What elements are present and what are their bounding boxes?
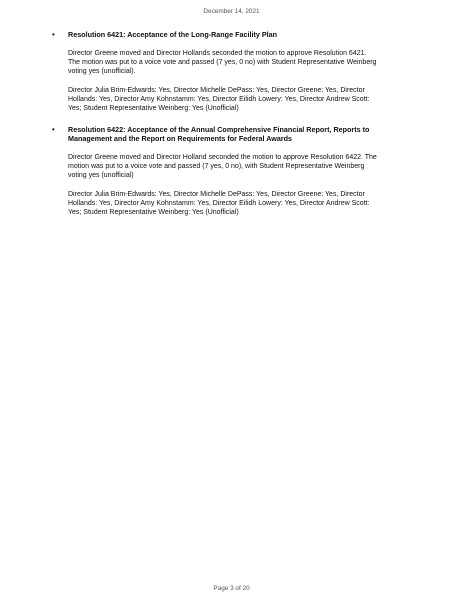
vote-line: Yes; Student Representative Weinberg: Yes (Unofficial): [68, 105, 239, 112]
title-line: Management and the Report on Requirements for Federal Awards: [68, 134, 293, 143]
motion-line: Director Greene moved and Director Hollands seconded the motion to approve Resolution 6421.: [68, 50, 367, 57]
resolution-6421-item: [52, 30, 412, 113]
vote-line: Director Julia Brim-Edwards: Yes, Director Michelle DePass: Yes, Director Greene: Yes, Director: [68, 87, 365, 94]
page-header-date: December 14, 2021: [203, 8, 260, 15]
resolution-title: [68, 125, 412, 143]
vote-line: Hollands: Yes, Director Amy Kohnstamm: Yes, Director Eilidh Lowery: Yes, Director Andrew Scott:: [68, 96, 370, 103]
vote-paragraph: [68, 190, 412, 217]
vote-paragraph: [68, 86, 412, 113]
page-number: Page 3 of 20: [213, 585, 250, 592]
motion-line: Director Greene moved and Director Holland seconded the motion to approve Resolution 6422. The: [68, 154, 377, 161]
vote-line: Yes; Student Representative Weinberg: Yes (Unofficial): [68, 209, 239, 216]
resolution-title: Resolution 6421: Acceptance of the Long-Range Facility Plan: [68, 30, 278, 39]
vote-line: Hollands: Yes, Director Amy Kohnstamm: Yes, Director Eilidh Lowery: Yes, Director Andrew Scott:: [68, 200, 370, 207]
bullet-icon: •: [52, 125, 55, 134]
title-line: Resolution 6422: Acceptance of the Annual Comprehensive Financial Report, Reports to: [68, 125, 370, 134]
motion-line: voting yes (unofficial): [68, 172, 134, 179]
motion-line: motion was put to a voice vote and passed (7 yes, 0 no), with Student Representative Weinberg: [68, 163, 365, 170]
motion-line: voting yes (unofficial).: [68, 68, 136, 75]
motion-line: The motion was put to a voice vote and passed (7 yes, 0 no) with Student Representative Weinberg: [68, 59, 377, 66]
motion-paragraph: [68, 153, 412, 180]
resolution-6422-item: [52, 125, 412, 217]
vote-line: Director Julia Brim-Edwards: Yes, Director Michelle DePass: Yes, Director Greene: Yes, Director: [68, 191, 365, 198]
motion-paragraph: [68, 49, 412, 76]
bullet-icon: •: [52, 30, 55, 39]
